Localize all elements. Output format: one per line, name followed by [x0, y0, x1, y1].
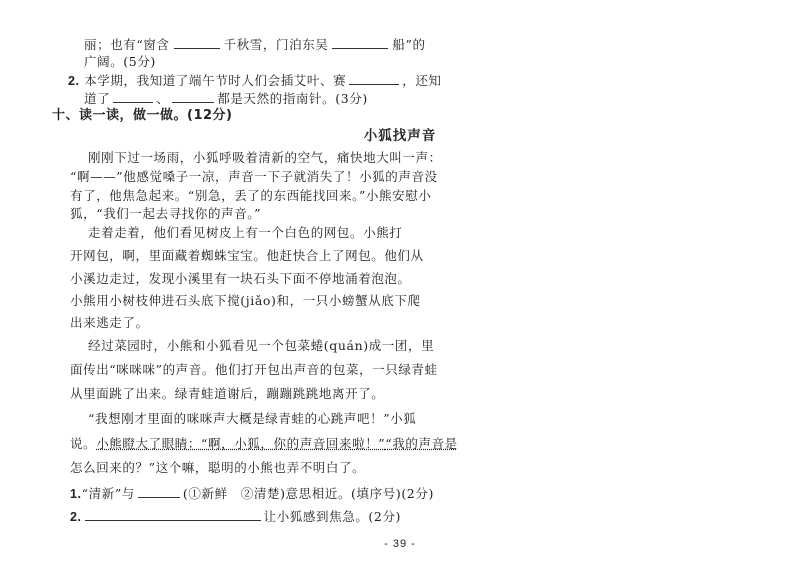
- story-title: 小狐找声音: [363, 128, 437, 144]
- p2-line3: 小溪边走过，发现小溪里有一块石头下面不停地涌着泡泡。: [70, 271, 411, 286]
- q9-q2-line2: 道了 、 都是天然的指南针。(3分): [84, 91, 368, 106]
- q9-q2-line1: 2. 本学期，我知道了端午节时人们会插艾叶、赛 ，还知: [68, 73, 442, 88]
- p4-line3: 怎么回来的？”这个嘛，聪明的小熊也弄不明白了。: [70, 460, 366, 475]
- p2-line4: 小熊用小树枝伸进石头底下搅(jiǎo)和，一只小螃蟹从底下爬: [70, 293, 421, 308]
- p3-line2: 面传出“咪咪咪”的声音。他们打开包出声音的包菜，一只绿青蛙: [70, 362, 438, 377]
- p2-line2: 开网包，啊，里面藏着蜘蛛宝宝。他赶快合上了网包。他们从: [70, 248, 424, 263]
- p2-line1: 走着走着，他们看见树皮上有一个白色的网包。小熊打: [88, 225, 403, 240]
- p3-line3: 从里面跳了出来。绿青蛙道谢后，蹦蹦跳跳地离开了。: [70, 386, 385, 401]
- p1-line3: 有了，他焦急起来。“别急，丢了的东西能找回来。”小熊安慰小: [70, 188, 432, 203]
- p4-line2: 说。小熊瞪大了眼睛：“啊，小狐，你的声音回来啦！”“我的声音是: [70, 436, 458, 451]
- p1-line1: 刚刚下过一场雨，小狐呼吸着清新的空气，痛快地大叫一声：: [88, 150, 442, 165]
- p1-line2: “啊——”他感觉嗓子一凉，声音一下子就消失了！小狐的声音没: [70, 169, 438, 184]
- p3-line1: 经过菜园时，小熊和小狐看见一个包菜蜷(quán)成一团，里: [88, 338, 435, 353]
- page-number: - 39 -: [384, 538, 416, 550]
- q10-2: 2. 让小狐感到焦急。(2分): [70, 509, 402, 524]
- blank-q10-2[interactable]: [85, 508, 261, 521]
- p2-line5: 出来逃走了。: [70, 315, 149, 330]
- p4-line1: “我想刚才里面的咪咪声大概是绿青蛙的心跳声吧！”小狐: [88, 411, 417, 426]
- q9-line1: 丽；也有“窗含 千秋雪，门泊东吴 船”的: [84, 37, 426, 52]
- section-10-heading: 十、读一读，做一做。(12分): [52, 108, 233, 123]
- q9-line2: 广阔。(5分): [84, 54, 156, 69]
- blank-q10-1[interactable]: [138, 485, 180, 498]
- p1-line4: 狐，“我们一起去寻找你的声音。”: [70, 206, 262, 221]
- q10-1: 1.“清新”与 (①新鲜 ②清楚)意思相近。(填序号)(2分): [70, 486, 434, 501]
